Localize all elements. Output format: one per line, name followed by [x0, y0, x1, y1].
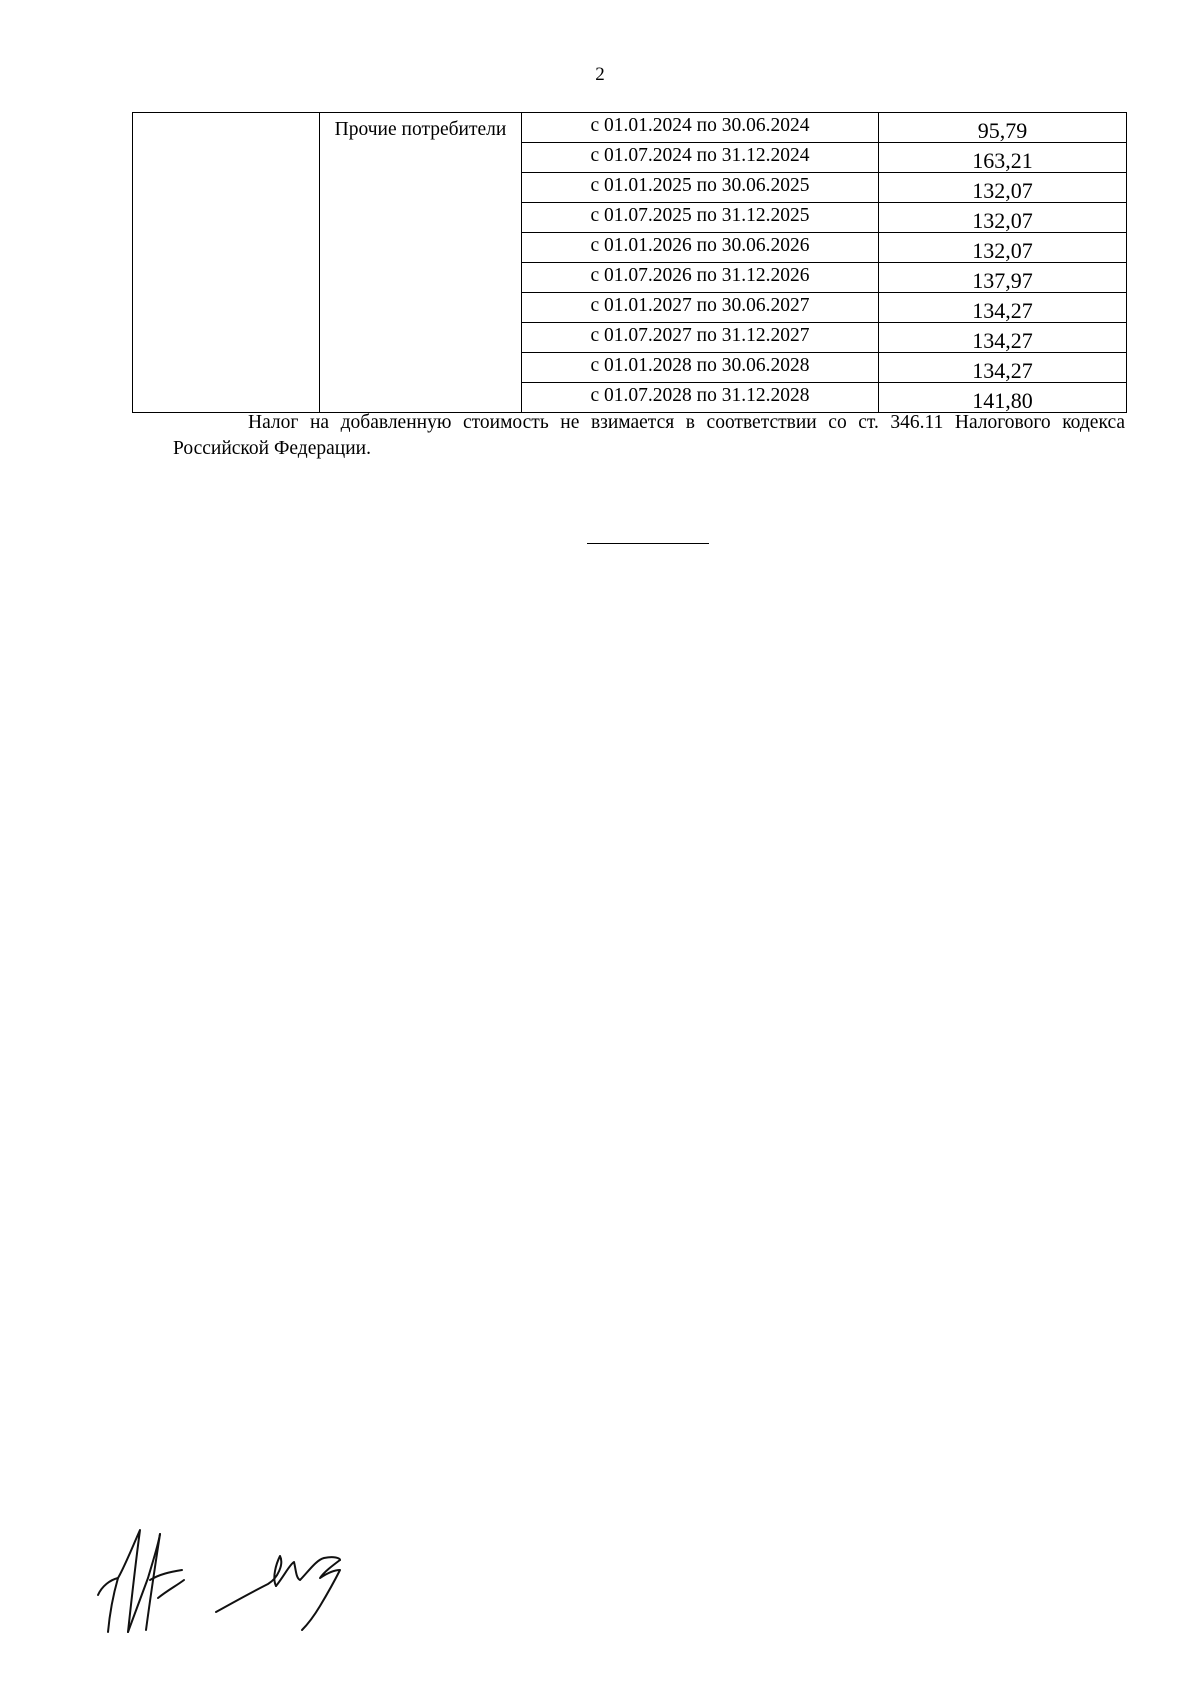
- tariff-value-cell: 163,21: [879, 143, 1127, 173]
- period-cell: с 01.01.2028 по 30.06.2028: [522, 353, 879, 383]
- tariff-table: [132, 112, 1127, 413]
- page-number: 2: [595, 64, 605, 85]
- tariff-value-cell: 134,27: [879, 323, 1127, 353]
- tariff-value-cell: 134,27: [879, 293, 1127, 323]
- period-cell: с 01.07.2025 по 31.12.2025: [522, 203, 879, 233]
- period-cell: с 01.01.2026 по 30.06.2026: [522, 233, 879, 263]
- tariff-value-cell: 141,80: [879, 383, 1127, 413]
- tariff-value-cell: 132,07: [879, 203, 1127, 233]
- end-of-document-line: [587, 543, 709, 544]
- tariff-value-cell: 132,07: [879, 233, 1127, 263]
- tariff-value-cell: 132,07: [879, 173, 1127, 203]
- period-cell: с 01.07.2026 по 31.12.2026: [522, 263, 879, 293]
- empty-cell: [133, 113, 320, 413]
- period-cell: с 01.07.2027 по 31.12.2027: [522, 323, 879, 353]
- tariff-value-cell: 137,97: [879, 263, 1127, 293]
- period-cell: с 01.01.2024 по 30.06.2024: [522, 113, 879, 143]
- period-cell: с 01.01.2027 по 30.06.2027: [522, 293, 879, 323]
- period-cell: с 01.01.2025 по 30.06.2025: [522, 173, 879, 203]
- consumer-group-cell: Прочие потребители: [320, 113, 522, 413]
- tariff-value-cell: 134,27: [879, 353, 1127, 383]
- tariff-value-cell: 95,79: [879, 113, 1127, 143]
- table-row: [133, 113, 1127, 143]
- handwritten-signature: [88, 1520, 368, 1640]
- period-cell: с 01.07.2028 по 31.12.2028: [522, 383, 879, 413]
- vat-note: Налог на добавленную стоимость не взимается в соответствии со ст. 346.11 Налогового кодекса Российской Федерации.: [173, 412, 1125, 459]
- period-cell: с 01.07.2024 по 31.12.2024: [522, 143, 879, 173]
